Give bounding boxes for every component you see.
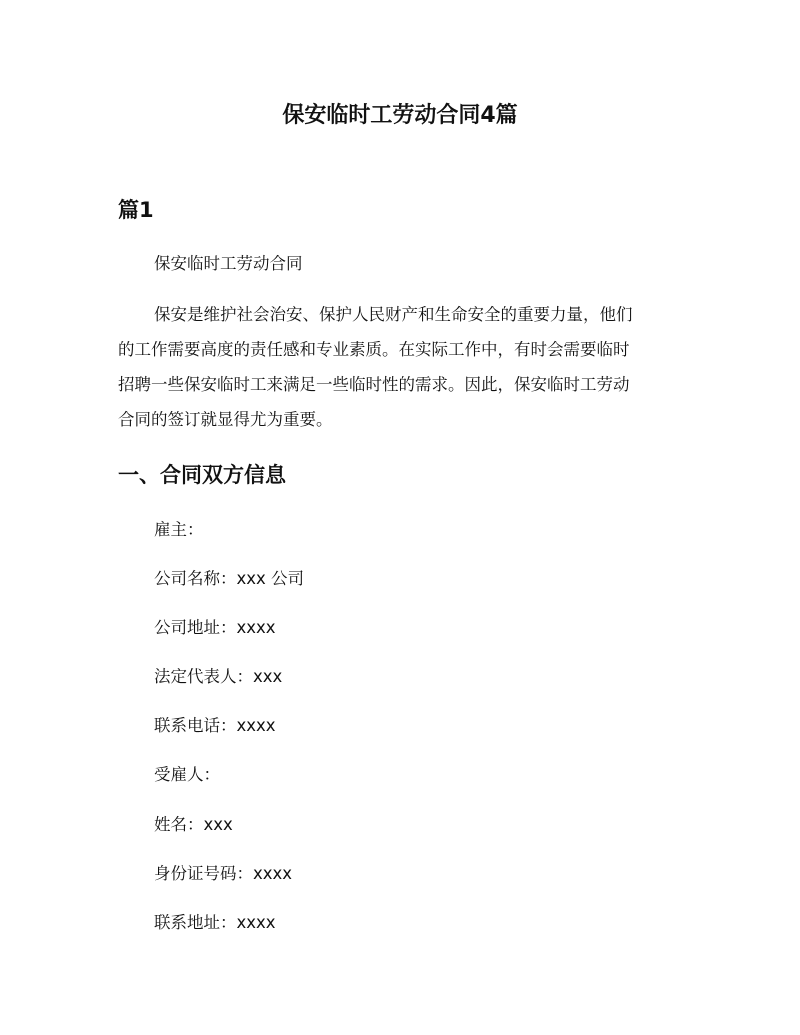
intro-paragraph — [118, 297, 683, 437]
field-employee: 受雇人： — [154, 765, 220, 784]
intro-line: 的工作需要高度的责任感和专业素质。在实际工作中，有时会需要临时 — [118, 340, 630, 359]
field-contact-address: 联系地址：xxxx — [154, 913, 276, 932]
intro-line: 保安是维护社会治安、保护人民财产和生命安全的重要力量，他们 — [154, 305, 633, 324]
intro-line: 招聘一些保安临时工来满足一些临时性的需求。因此，保安临时工劳动 — [118, 375, 630, 394]
field-name: 姓名：xxx — [154, 815, 233, 834]
document-title: 保安临时工劳动合同4篇 — [282, 103, 518, 128]
field-id-number: 身份证号码：xxxx — [154, 864, 293, 883]
field-legal-representative: 法定代表人：xxx — [154, 667, 283, 686]
field-contact-phone: 联系电话：xxxx — [154, 716, 276, 735]
contract-title: 保安临时工劳动合同 — [154, 254, 303, 273]
intro-line: 合同的签订就显得尤为重要。 — [118, 410, 333, 429]
field-company-address: 公司地址：xxxx — [154, 618, 276, 637]
section-label: 篇1 — [118, 198, 154, 222]
field-company-name: 公司名称：xxx 公司 — [154, 569, 305, 588]
heading-party-info: 一、合同双方信息 — [118, 463, 286, 487]
field-employer: 雇主： — [154, 520, 204, 539]
